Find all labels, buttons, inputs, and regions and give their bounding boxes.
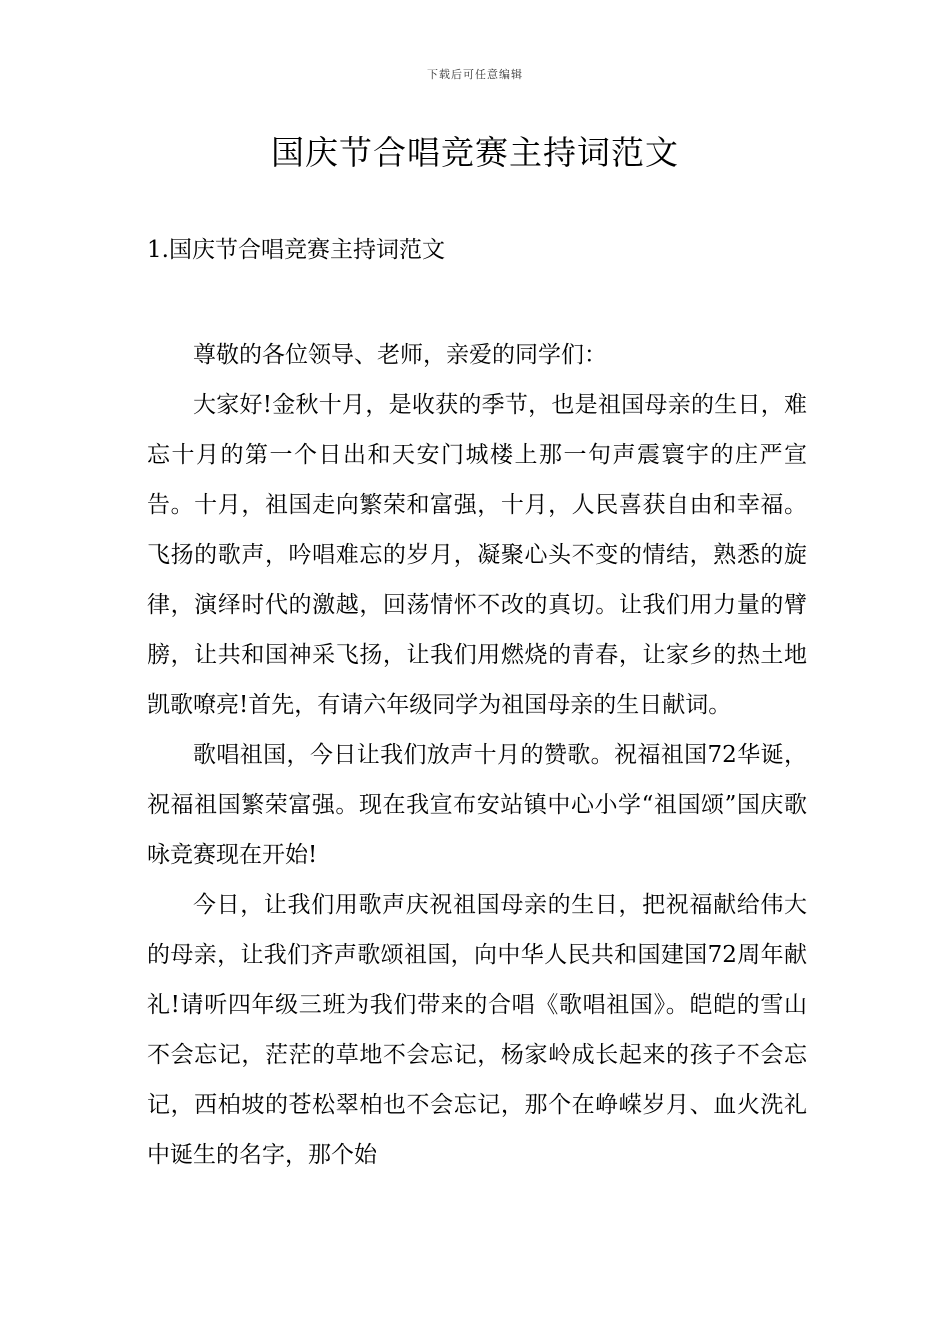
paragraph: 大家好!金秋十月，是收获的季节，也是祖国母亲的生日，难忘十月的第一个日出和天安门城楼上那一句声震寰宇的庄严宣告。十月，祖国走向繁荣和富强，十月，人民喜获自由和幸福。飞扬的歌声，吟唱难忘的岁月，凝聚心头不变的情结，熟悉的旋律，演绎时代的激越，回荡情怀不改的真切。让我们用力量的臂膀，让共和国神采飞扬，让我们用燃烧的青春，让家乡的热土地凯歌嘹亮!首先，有请六年级同学为祖国母亲的生日献词。	[147, 392, 807, 718]
header-note: 下载后可任意编辑	[427, 68, 523, 81]
document-title: 国庆节合唱竞赛主持词范文	[271, 133, 679, 172]
section-heading: 1.国庆节合唱竞赛主持词范文	[147, 237, 445, 263]
document-body	[147, 330, 807, 1180]
paragraph-salutation: 尊敬的各位领导、老师，亲爱的同学们：	[193, 342, 607, 368]
paragraph: 歌唱祖国，今日让我们放声十月的赞歌。祝福祖国72华诞，祝福祖国繁荣富强。现在我宣布安站镇中心小学“祖国颂”国庆歌咏竞赛现在开始!	[147, 742, 807, 868]
paragraph: 今日，让我们用歌声庆祝祖国母亲的生日，把祝福献给伟大的母亲，让我们齐声歌颂祖国，向中华人民共和国建国72周年献礼!请听四年级三班为我们带来的合唱《歌唱祖国》。皑皑的雪山不会忘记，茫茫的草地不会忘记，杨家岭成长起来的孩子不会忘记，西柏坡的苍松翠柏也不会忘记，那个在峥嵘岁月、血火洗礼中诞生的名字，那个始	[147, 892, 807, 1168]
